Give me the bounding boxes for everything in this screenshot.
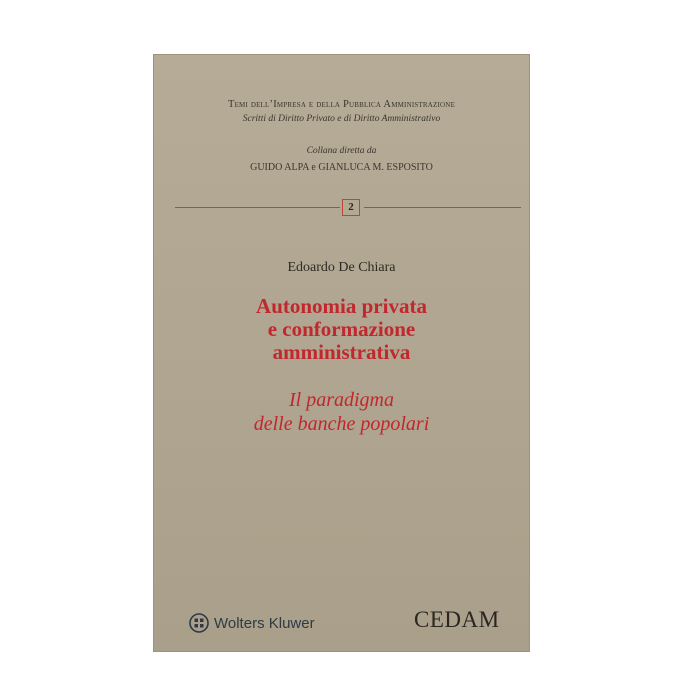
series-editor-label: Collana diretta da [306, 146, 377, 156]
book-title-line-2: e conformazione [267, 317, 416, 341]
author-name: Edoardo De Chiara [287, 260, 396, 275]
publisher-logo-wolters-kluwer [189, 613, 315, 633]
book-title [153, 295, 530, 364]
series-title: Temi dell’Impresa e della Pubblica Amministrazione [227, 99, 456, 110]
book-title-line-3: amministrativa [272, 340, 411, 364]
series-editors: GUIDO ALPA e GIANLUCA M. ESPOSITO [250, 162, 433, 173]
publisher-left-name: Wolters Kluwer [214, 614, 315, 632]
book-title-line-1: Autonomia privata [256, 294, 427, 318]
volume-number-badge: 2 [342, 199, 360, 216]
book-cover [153, 54, 530, 652]
wolters-kluwer-logo-icon [189, 613, 209, 633]
book-subtitle-line-1: Il paradigma [289, 389, 394, 411]
publisher-right-name: CEDAM [414, 607, 500, 632]
book-subtitle-line-2: delle banche popolari [253, 413, 430, 435]
book-subtitle [153, 388, 530, 436]
divider-rule-left [175, 207, 340, 208]
series-subtitle: Scritti di Diritto Privato e di Diritto Amministrativo [242, 114, 441, 124]
divider-rule-right [364, 207, 521, 208]
